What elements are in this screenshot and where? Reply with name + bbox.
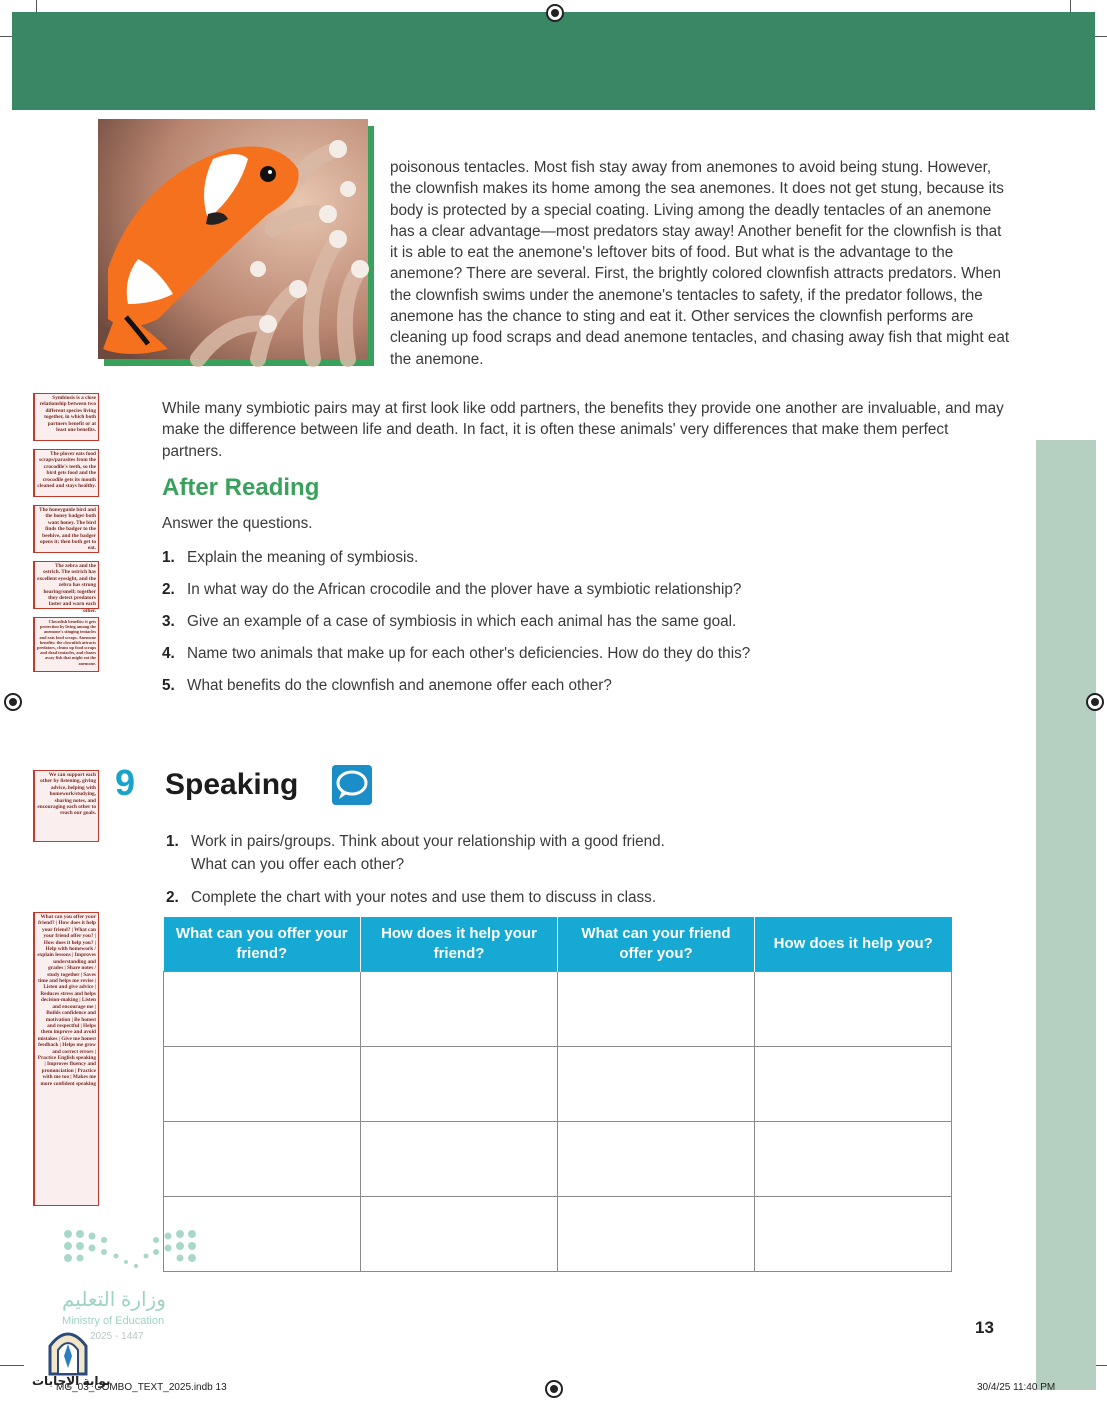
footer-timestamp: 30/4/25 11:40 PM [977, 1382, 1056, 1393]
task-number: 2. [166, 889, 179, 906]
table-cell[interactable] [755, 1047, 952, 1122]
table-cell[interactable] [755, 972, 952, 1047]
table-row [164, 1122, 952, 1197]
registration-mark-icon [546, 4, 564, 22]
ministry-name-english: Ministry of Education [62, 1315, 165, 1327]
table-cell[interactable] [361, 1122, 558, 1197]
footer-file-info: MG_03_COMBO_TEXT_2025.indb 13 [56, 1382, 227, 1393]
header-banner [12, 12, 1095, 110]
question-text: Explain the meaning of symbiosis. [187, 549, 419, 566]
margin-note: The plover eats food scraps/parasites from the crocodile's teeth, so the bird gets food and the crocodile gets its mouth cleaned and stays healthy. [33, 449, 99, 497]
registration-mark-icon [545, 1380, 563, 1398]
column-header: What can your friend offer you? [558, 917, 755, 972]
column-header: What can you offer your friend? [164, 917, 361, 972]
table-header-row [164, 917, 952, 972]
section-title: After Reading [162, 474, 320, 501]
column-header: How does it help your friend? [361, 917, 558, 972]
section-title: Speaking [165, 768, 299, 801]
task-item [166, 830, 665, 876]
table-cell[interactable] [164, 1122, 361, 1197]
question-item [162, 677, 612, 695]
table-cell[interactable] [361, 1197, 558, 1272]
registration-mark-icon [4, 693, 22, 711]
question-number: 1. [162, 549, 175, 566]
table-cell[interactable] [361, 972, 558, 1047]
crop-mark [0, 1365, 24, 1366]
task-text: What can you offer each other? [191, 856, 405, 873]
task-item [166, 886, 656, 909]
ministry-name-arabic: وزارة التعليم [62, 1289, 166, 1311]
question-text: In what way do the African crocodile and the plover have a symbiotic relationship? [187, 581, 742, 598]
registration-mark-icon [1086, 693, 1104, 711]
table-row [164, 972, 952, 1047]
task-text: Work in pairs/groups. Think about your relationship with a good friend. [191, 833, 665, 850]
column-header: How does it help you? [755, 917, 952, 972]
instruction-text: Answer the questions. [162, 515, 313, 532]
margin-note: What can you offer your friend? | How does it help your friend? | What can your friend offer you? | How does it help you? | Help with homework / explain lessons | Improves understanding and grades | Share notes / study together | Saves time and helps me revise | Listen and give advice | Reduces stress and helps decision-making | Listen and encourage me | Builds confidence and motivation | Be honest and respectful | Helps them improve and avoid mistakes | Give me honest feedback | Helps me grow and correct errors | Practice English speaking | Improves fluency and pronunciation | Practice with me too | Makes me more confident speaking [33, 912, 99, 1206]
table-row [164, 1197, 952, 1272]
question-item [162, 645, 750, 663]
speech-bubble-icon [332, 765, 372, 805]
table-cell[interactable] [558, 1122, 755, 1197]
ministry-logo-dots-icon [60, 1228, 200, 1279]
margin-note: Symbiosis is a close relationship between two different species living together, in which both partners benefit or at least one benefits. [33, 393, 99, 441]
table-cell[interactable] [164, 1047, 361, 1122]
question-text: What benefits do the clownfish and anemone offer each other? [187, 677, 612, 694]
clownfish-photo [98, 119, 368, 359]
margin-note: The zebra and the ostrich. The ostrich has excellent eyesight, and the zebra has strong hearing/smell; together they detect predators faster and warn each other. [33, 561, 99, 609]
table-cell[interactable] [558, 972, 755, 1047]
question-number: 5. [162, 677, 175, 694]
question-text: Name two animals that make up for each other's deficiencies. How do they do this? [187, 645, 751, 662]
question-item [162, 581, 741, 599]
table-cell[interactable] [164, 972, 361, 1047]
story-paragraph: poisonous tentacles. Most fish stay away from anemones to avoid being stung. However, the clownfish makes its home among the sea anemones. It does not get stung, because its body is protected by a special coating. Living among the deadly tentacles of an anemone has a clear advantage—most predators stay away! Another benefit for the clownfish is that it is able to eat the anemone's leftover bits of food. But what is the advantage to the anemone? There are several. First, the brightly colored clownfish attracts predators. When the clownfish swims under the anemone's tentacles to safety, if the predator follows, the anemone has the chance to sting and eat it. Other services the clownfish performs are cleaning up food scraps and dead anemone tentacles, and chasing away fish that might eat the anemone. [390, 159, 1010, 368]
ministry-year: 2025 - 1447 [90, 1331, 144, 1342]
table-cell[interactable] [558, 1047, 755, 1122]
question-number: 4. [162, 645, 175, 662]
margin-note: The honeyguide bird and the honey badger both want honey. The bird finds the badger to the beehive, and the badger opens it; then both get to eat. [33, 505, 99, 553]
question-text: Give an example of a case of symbiosis in which each animal has the same goal. [187, 613, 737, 630]
question-item [162, 549, 418, 567]
task-text: Complete the chart with your notes and use them to discuss in class. [191, 889, 657, 906]
question-item [162, 613, 736, 631]
table-cell[interactable] [361, 1047, 558, 1122]
page-number: 13 [975, 1318, 994, 1337]
table-cell[interactable] [755, 1122, 952, 1197]
watermark-arch-icon [46, 1326, 90, 1381]
task-number: 1. [166, 833, 179, 850]
margin-note: Clownfish benefits: it gets protection by living among the anemone's stinging tentacles and eats food scraps. Anemone benefits: the clownfish attracts predators, cleans up food scraps and dead tentacles, and chases away fish that might eat the anemone. [33, 617, 99, 672]
side-color-strip [1036, 440, 1096, 1390]
question-number: 3. [162, 613, 175, 630]
margin-note: We can support each other by listening, giving advice, helping with homework/studying, sharing notes, and encouraging each other to reach our goals. [33, 770, 99, 842]
notes-chart-table [163, 917, 952, 1272]
table-cell[interactable] [755, 1197, 952, 1272]
section-number: 9 [115, 762, 136, 803]
table-cell[interactable] [558, 1197, 755, 1272]
table-row [164, 1047, 952, 1122]
watermark-text: بوابة الإجابات [32, 1374, 111, 1388]
question-number: 2. [162, 581, 175, 598]
closing-paragraph: While many symbiotic pairs may at first look like odd partners, the benefits they provide one another are invaluable, and may make the difference between life and death. In fact, it is often these animals' very differences that make them perfect partners. [162, 400, 1004, 460]
